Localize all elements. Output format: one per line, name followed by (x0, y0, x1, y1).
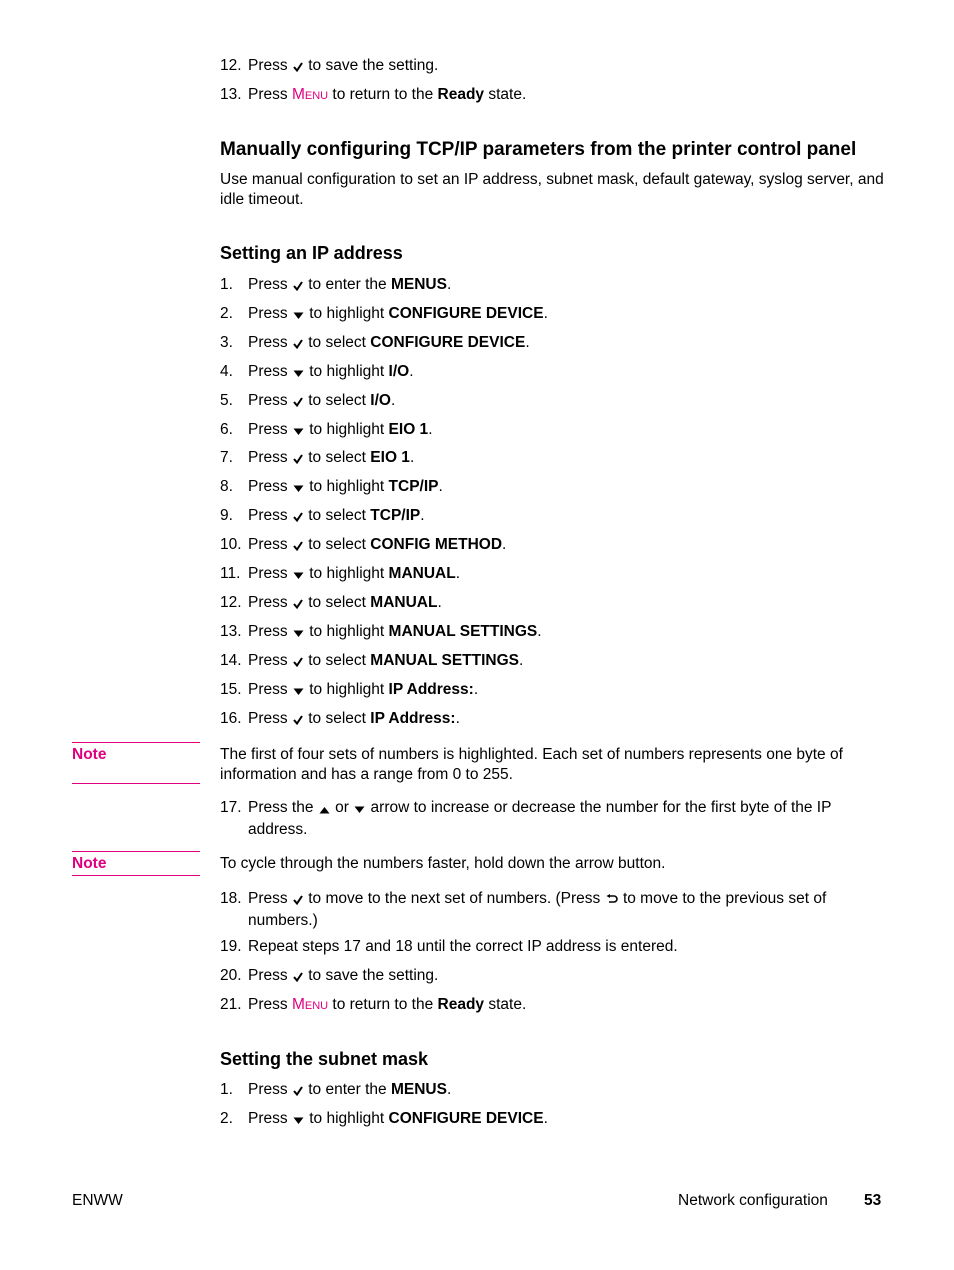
step-number: 13. (220, 622, 242, 640)
checkmark-icon (293, 595, 303, 615)
menu-key-label: MENU (291, 86, 329, 103)
subsection-title-ip: Setting an IP address (220, 243, 403, 263)
step-number: 13. (220, 86, 242, 103)
step-number: 10. (220, 536, 242, 554)
checkmark-icon (293, 653, 303, 673)
down-arrow-icon (354, 800, 365, 820)
step-number: 9. (220, 507, 233, 525)
back-arrow-icon (606, 891, 618, 911)
section-title: Manually configuring TCP/IP parameters from the printer control panel (220, 139, 857, 160)
page-number: 53 (864, 1192, 882, 1209)
step-number: 12. (220, 593, 242, 611)
checkmark-icon (293, 508, 303, 528)
step-number: 7. (220, 449, 233, 467)
step-number: 20. (220, 967, 242, 984)
step-number: 2. (220, 1110, 233, 1127)
down-arrow-icon (293, 422, 304, 442)
step-number: 11. (220, 565, 241, 582)
down-arrow-icon (293, 566, 304, 586)
step-number: 8. (220, 478, 233, 496)
checkmark-icon (293, 393, 303, 413)
note-rule-bottom (72, 875, 200, 876)
checkmark-icon (293, 277, 303, 297)
step-number: 1. (220, 1081, 233, 1098)
note-label: Note (72, 855, 107, 872)
menu-key-label: MENU (291, 996, 329, 1013)
down-arrow-icon (293, 624, 304, 644)
down-arrow-icon (293, 479, 304, 499)
step-number: 1. (220, 276, 233, 293)
checkmark-icon (293, 537, 303, 557)
step-number: 21. (220, 996, 242, 1013)
step-number: 5. (220, 391, 233, 409)
note-text-1: The first of four sets of numbers is highlighted. Each set of numbers represents one byte of information and has a range from 0 to 255. (220, 746, 843, 783)
checkmark-icon (293, 58, 303, 78)
down-arrow-icon (293, 682, 304, 702)
step-number: 16. (220, 709, 242, 727)
checkmark-icon (293, 968, 303, 988)
note-rule-top (72, 851, 200, 852)
down-arrow-icon (293, 1111, 304, 1131)
note-text-2: To cycle through the numbers faster, hold down the arrow button. (220, 855, 666, 872)
checkmark-icon (293, 891, 303, 911)
down-arrow-icon (293, 306, 304, 326)
step-number: 19. (220, 938, 242, 955)
checkmark-icon (293, 711, 303, 731)
step-number: 4. (220, 362, 233, 380)
checkmark-icon (293, 335, 303, 355)
step-number: 2. (220, 304, 233, 322)
step-number: 15. (220, 680, 242, 698)
note-label: Note (72, 746, 107, 763)
note-rule-top (72, 742, 200, 743)
up-arrow-icon (319, 800, 330, 820)
step-number: 18. (220, 890, 242, 907)
checkmark-icon (293, 450, 303, 470)
step-number: 12. (220, 57, 242, 74)
section-intro: Use manual configuration to set an IP address, subnet mask, default gateway, syslog server, and idle timeout. (220, 171, 884, 208)
step-number: 3. (220, 333, 233, 351)
checkmark-icon (293, 1082, 303, 1102)
step-number: 17. (220, 799, 242, 816)
subsection-title-subnet: Setting the subnet mask (220, 1049, 429, 1069)
step-number: 14. (220, 651, 242, 669)
footer-left: ENWW (72, 1192, 123, 1209)
step-number: 6. (220, 420, 233, 438)
down-arrow-icon (293, 364, 304, 384)
footer-section: Network configuration (678, 1192, 828, 1209)
note-rule-bottom (72, 783, 200, 784)
